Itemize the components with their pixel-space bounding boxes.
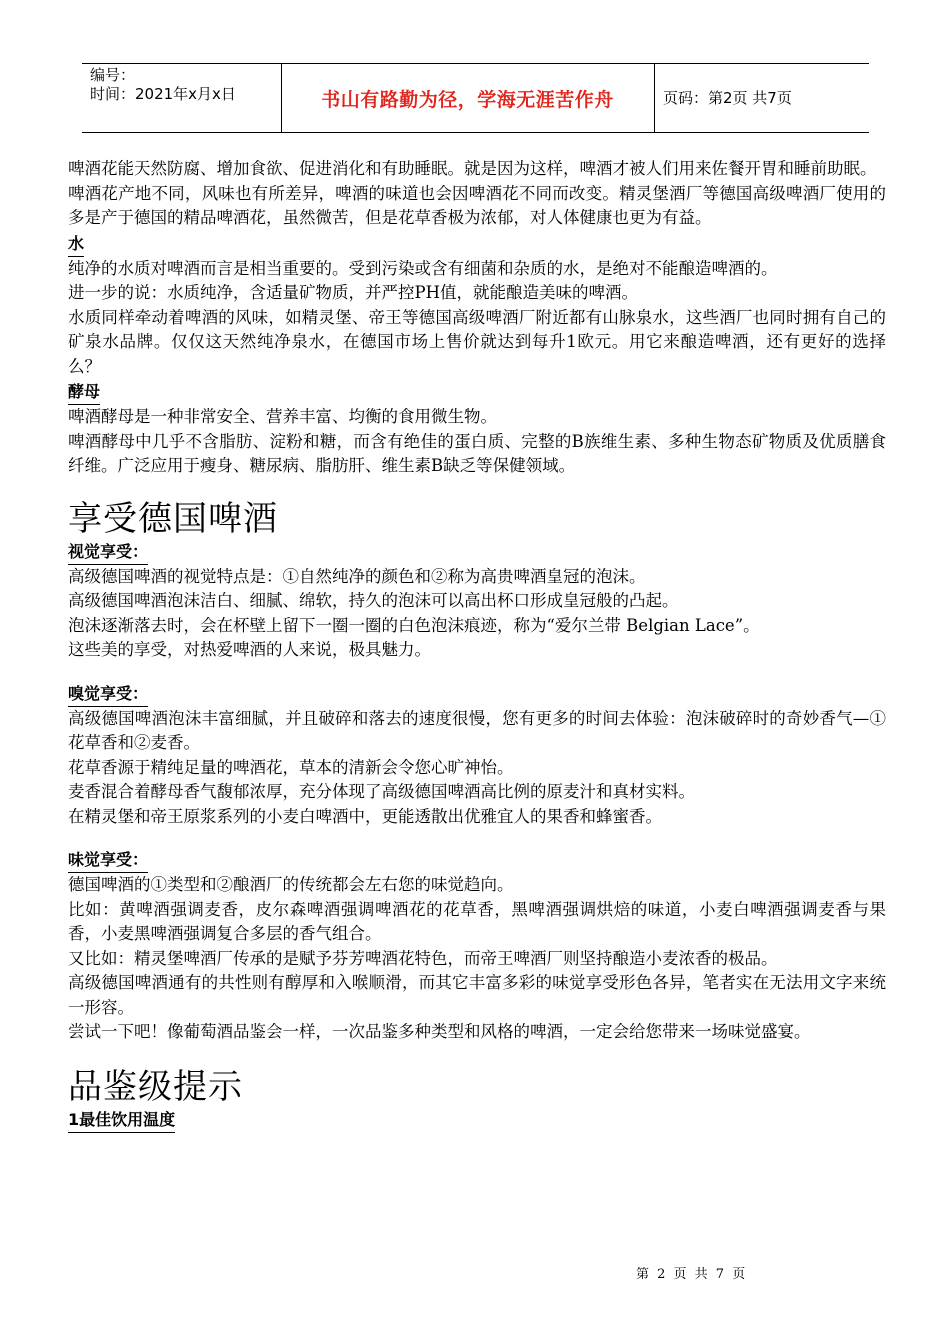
paragraph: 花草香源于精纯足量的啤酒花，草本的清新会令您心旷神怡。 bbox=[68, 757, 514, 777]
page-footer: 第 2 页 共 7 页 bbox=[636, 1267, 748, 1282]
paragraph: 尝试一下吧！像葡萄酒品鉴会一样，一次品鉴多种类型和风格的啤酒，一定会给您带来一场味觉盛宴。 bbox=[68, 1022, 811, 1041]
header-page-cell bbox=[654, 64, 869, 132]
paragraph: 高级德国啤酒泡沫丰富细腻，并且破碎和落去的速度很慢，您有更多的时间去体验：泡沫破碎时的奇妙香气—①花草香和②麦香。 bbox=[68, 708, 886, 752]
document-number-label: 编号： bbox=[90, 66, 136, 84]
header-meta-cell bbox=[82, 64, 282, 132]
motto: 书山有路勤为径，学海无涯苦作舟 bbox=[321, 88, 614, 111]
paragraph: 高级德国啤酒通有的共性则有醇厚和入喉顺滑，而其它丰富多彩的味觉享受形色各异，笔者实在无法用文字来统一形容。 bbox=[68, 973, 886, 1017]
paragraph: 这些美的享受，对热爱啤酒的人来说，极具魅力。 bbox=[68, 640, 431, 659]
subheading-taste: 味觉享受： bbox=[68, 847, 148, 873]
header-page-info: 页码：第2页 共7页 bbox=[663, 88, 792, 107]
paragraph: 啤酒花能天然防腐、增加食欲、促进消化和有助睡眠。就是因为这样，啤酒才被人们用来佐餐开胃和睡前助眠。 bbox=[68, 159, 877, 178]
paragraph: 纯净的水质对啤酒而言是相当重要的。受到污染或含有细菌和杂质的水，是绝对不能酿造啤酒的。 bbox=[68, 258, 778, 278]
paragraph: 又比如：精灵堡啤酒厂传承的是赋予芬芳啤酒花特色，而帝王啤酒厂则坚持酿造小麦浓香的极品。 bbox=[68, 948, 778, 968]
paragraph: 麦香混合着酵母香气馥郁浓厚，充分体现了高级德国啤酒高比例的原麦汁和真材实料。 bbox=[68, 782, 695, 801]
paragraph: 高级德国啤酒的视觉特点是：①自然纯净的颜色和②称为高贵啤酒皇冠的泡沫。 bbox=[68, 566, 646, 586]
paragraph: 水质同样牵动着啤酒的风味，如精灵堡、帝王等德国高级啤酒厂附近都有山脉泉水，这些酒厂也同时拥有自己的矿泉水品牌。仅仅这天然纯净泉水，在德国市场上售价就达到每升1欧元。用它来酿造啤酒，还有更好的选择么？ bbox=[68, 307, 886, 376]
heading-enjoy-german-beer: 享受德国啤酒 bbox=[68, 498, 278, 539]
document-body bbox=[68, 157, 886, 1133]
paragraph: 啤酒酵母中几乎不含脂肪、淀粉和糖，而含有绝佳的蛋白质、完整的B族维生素、多种生物态矿物质及优质膳食纤维。广泛应用于瘦身、糖尿病、脂肪肝、维生素B缺乏等保健领域。 bbox=[68, 431, 886, 475]
paragraph: 高级德国啤酒泡沫洁白、细腻、绵软，持久的泡沫可以高出杯口形成皇冠般的凸起。 bbox=[68, 591, 679, 610]
paragraph: 啤酒酵母是一种非常安全、营养丰富、均衡的食用微生物。 bbox=[68, 407, 497, 426]
paragraph: 德国啤酒的①类型和②酿酒厂的传统都会左右您的味觉趋向。 bbox=[68, 875, 514, 894]
paragraph: 进一步的说：水质纯净，含适量矿物质，并严控PH值，就能酿造美味的啤酒。 bbox=[68, 283, 638, 302]
paragraph: 比如：黄啤酒强调麦香，皮尔森啤酒强调啤酒花的花草香，黑啤酒强调烘焙的味道，小麦白啤酒强调麦香与果香，小麦黑啤酒强调复合多层的香气组合。 bbox=[68, 899, 886, 943]
paragraph: 泡沫逐渐落去时，会在杯壁上留下一圈一圈的白色泡沫痕迹，称为“爱尔兰带 Belgian Lace”。 bbox=[68, 615, 760, 635]
document-date: 时间：2021年x月x日 bbox=[90, 85, 236, 103]
subheading-smell: 嗅觉享受： bbox=[68, 681, 148, 707]
section-heading-water: 水 bbox=[68, 231, 84, 257]
heading-tasting-tips: 品鉴级提示 bbox=[68, 1066, 243, 1107]
paragraph: 在精灵堡和帝王原浆系列的小麦白啤酒中，更能透散出优雅宜人的果香和蜂蜜香。 bbox=[68, 806, 662, 826]
header-motto-cell bbox=[281, 64, 655, 132]
header-table bbox=[82, 63, 869, 133]
subheading-visual: 视觉享受： bbox=[68, 539, 148, 565]
subheading-best-temperature: 1最佳饮用温度 bbox=[68, 1107, 175, 1133]
section-heading-yeast: 酵母 bbox=[68, 379, 100, 405]
paragraph: 啤酒花产地不同，风味也有所差异，啤酒的味道也会因啤酒花不同而改变。精灵堡酒厂等德国高级啤酒厂使用的多是产于德国的精品啤酒花，虽然微苦，但是花草香极为浓郁，对人体健康也更为有益。 bbox=[68, 183, 886, 227]
